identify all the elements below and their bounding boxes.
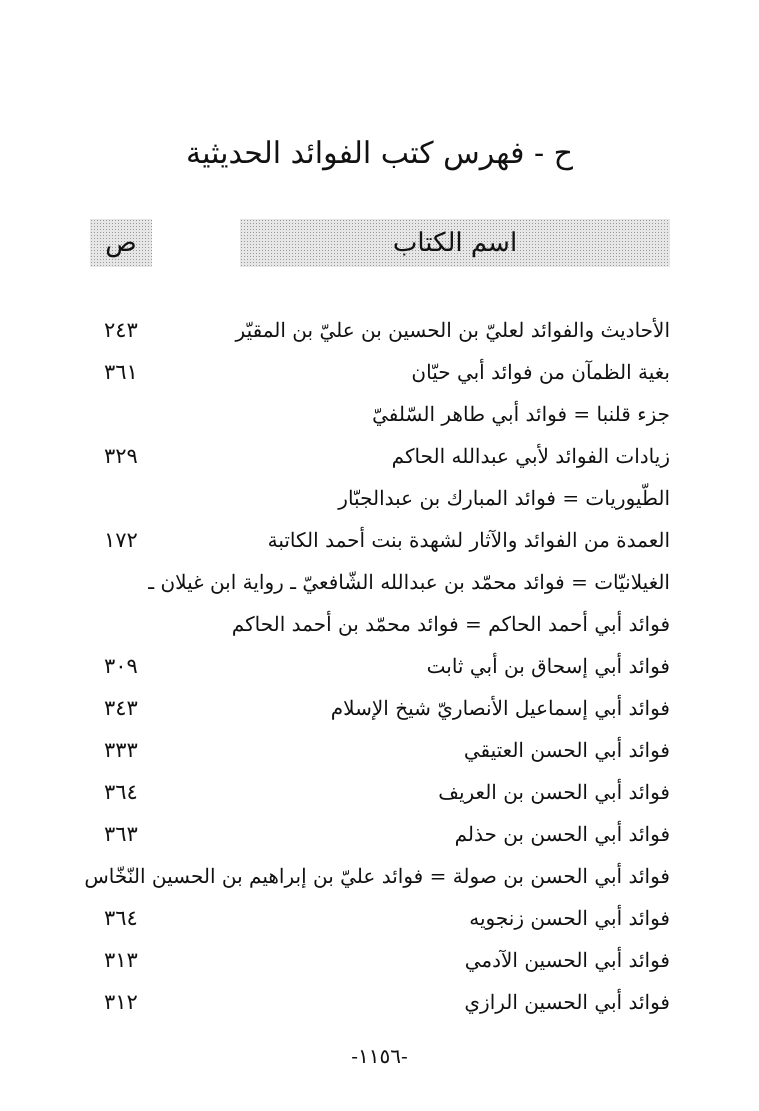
index-entry (90, 564, 670, 606)
index-entry (90, 984, 670, 1026)
index-entry (84, 858, 670, 900)
index-entry (90, 396, 670, 438)
entry-title: فوائد أبي الحسن زنجويه (469, 906, 670, 930)
index-entry (90, 606, 670, 648)
entry-title: فوائد أبي الحسن بن العريف (438, 780, 670, 804)
entry-page: ٢٤٣ (104, 318, 138, 342)
entry-page: ٣٦٣ (104, 822, 138, 846)
index-entry (90, 354, 670, 396)
index-entry (90, 732, 670, 774)
index-entry (90, 900, 670, 942)
entry-title: فوائد أبي الحسين الرازي (464, 990, 670, 1014)
entry-title: الأحاديث والفوائد لعليّ بن الحسين بن عليّ بن المقيّر (235, 318, 670, 342)
entry-title: فوائد أبي الحسن بن حذلم (454, 822, 670, 846)
index-entry (90, 774, 670, 816)
entry-page: ١٧٢ (104, 528, 138, 552)
index-entry (90, 438, 670, 480)
entry-page: ٣٠٩ (104, 654, 138, 678)
entry-title: الغيلانيّات = فوائد محمّد بن عبدالله الشّافعيّ ـ رواية ابن غيلان ـ (148, 570, 670, 594)
entry-title: جزء قلنبا = فوائد أبي طاهر السّلفيّ (372, 402, 670, 426)
entry-title: فوائد أبي الحسن العتيقي (463, 738, 670, 762)
entry-title: زيادات الفوائد لأبي عبدالله الحاكم (391, 444, 670, 468)
page-title: ح - فهرس كتب الفوائد الحديثية (185, 136, 574, 171)
entry-title: فوائد أبي الحسين الآدمي (464, 948, 670, 972)
index-entry (90, 480, 670, 522)
entry-title: فوائد أبي إسحاق بن أبي ثابت (426, 654, 670, 678)
index-entry (90, 312, 670, 354)
entry-page: ٣٦٤ (104, 906, 138, 930)
entry-title: فوائد أبي إسماعيل الأنصاريّ شيخ الإسلام (330, 696, 670, 720)
index-entry (90, 648, 670, 690)
entry-title: الطّيوريات = فوائد المبارك بن عبدالجبّار (338, 486, 670, 510)
entry-title: بغية الظمآن من فوائد أبي حيّان (411, 360, 670, 384)
index-entry (90, 942, 670, 984)
entry-page: ٣١٣ (104, 948, 138, 972)
entry-page: ٣٦١ (104, 360, 138, 384)
index-entry (90, 522, 670, 564)
book-name-header: اسم الكتاب (240, 219, 670, 267)
entry-page: ٣٦٤ (104, 780, 138, 804)
entry-page: ٣١٢ (104, 990, 138, 1014)
index-entry (90, 690, 670, 732)
page-number: -١١٥٦- (351, 1044, 408, 1068)
entry-page: ٣٣٣ (104, 738, 138, 762)
entry-page: ٣٤٣ (104, 696, 138, 720)
index-entries (84, 312, 670, 1026)
entry-title: فوائد أبي أحمد الحاكم = فوائد محمّد بن أحمد الحاكم (231, 612, 670, 636)
entry-title: العمدة من الفوائد والآثار لشهدة بنت أحمد الكاتبة (267, 528, 670, 552)
page-column-header: ص (90, 219, 152, 267)
entry-page: ٣٢٩ (104, 444, 138, 468)
entry-title: فوائد أبي الحسن بن صولة = فوائد عليّ بن إبراهيم بن الحسين النّخّاس (84, 864, 670, 888)
table-header (90, 219, 670, 267)
index-entry (90, 816, 670, 858)
